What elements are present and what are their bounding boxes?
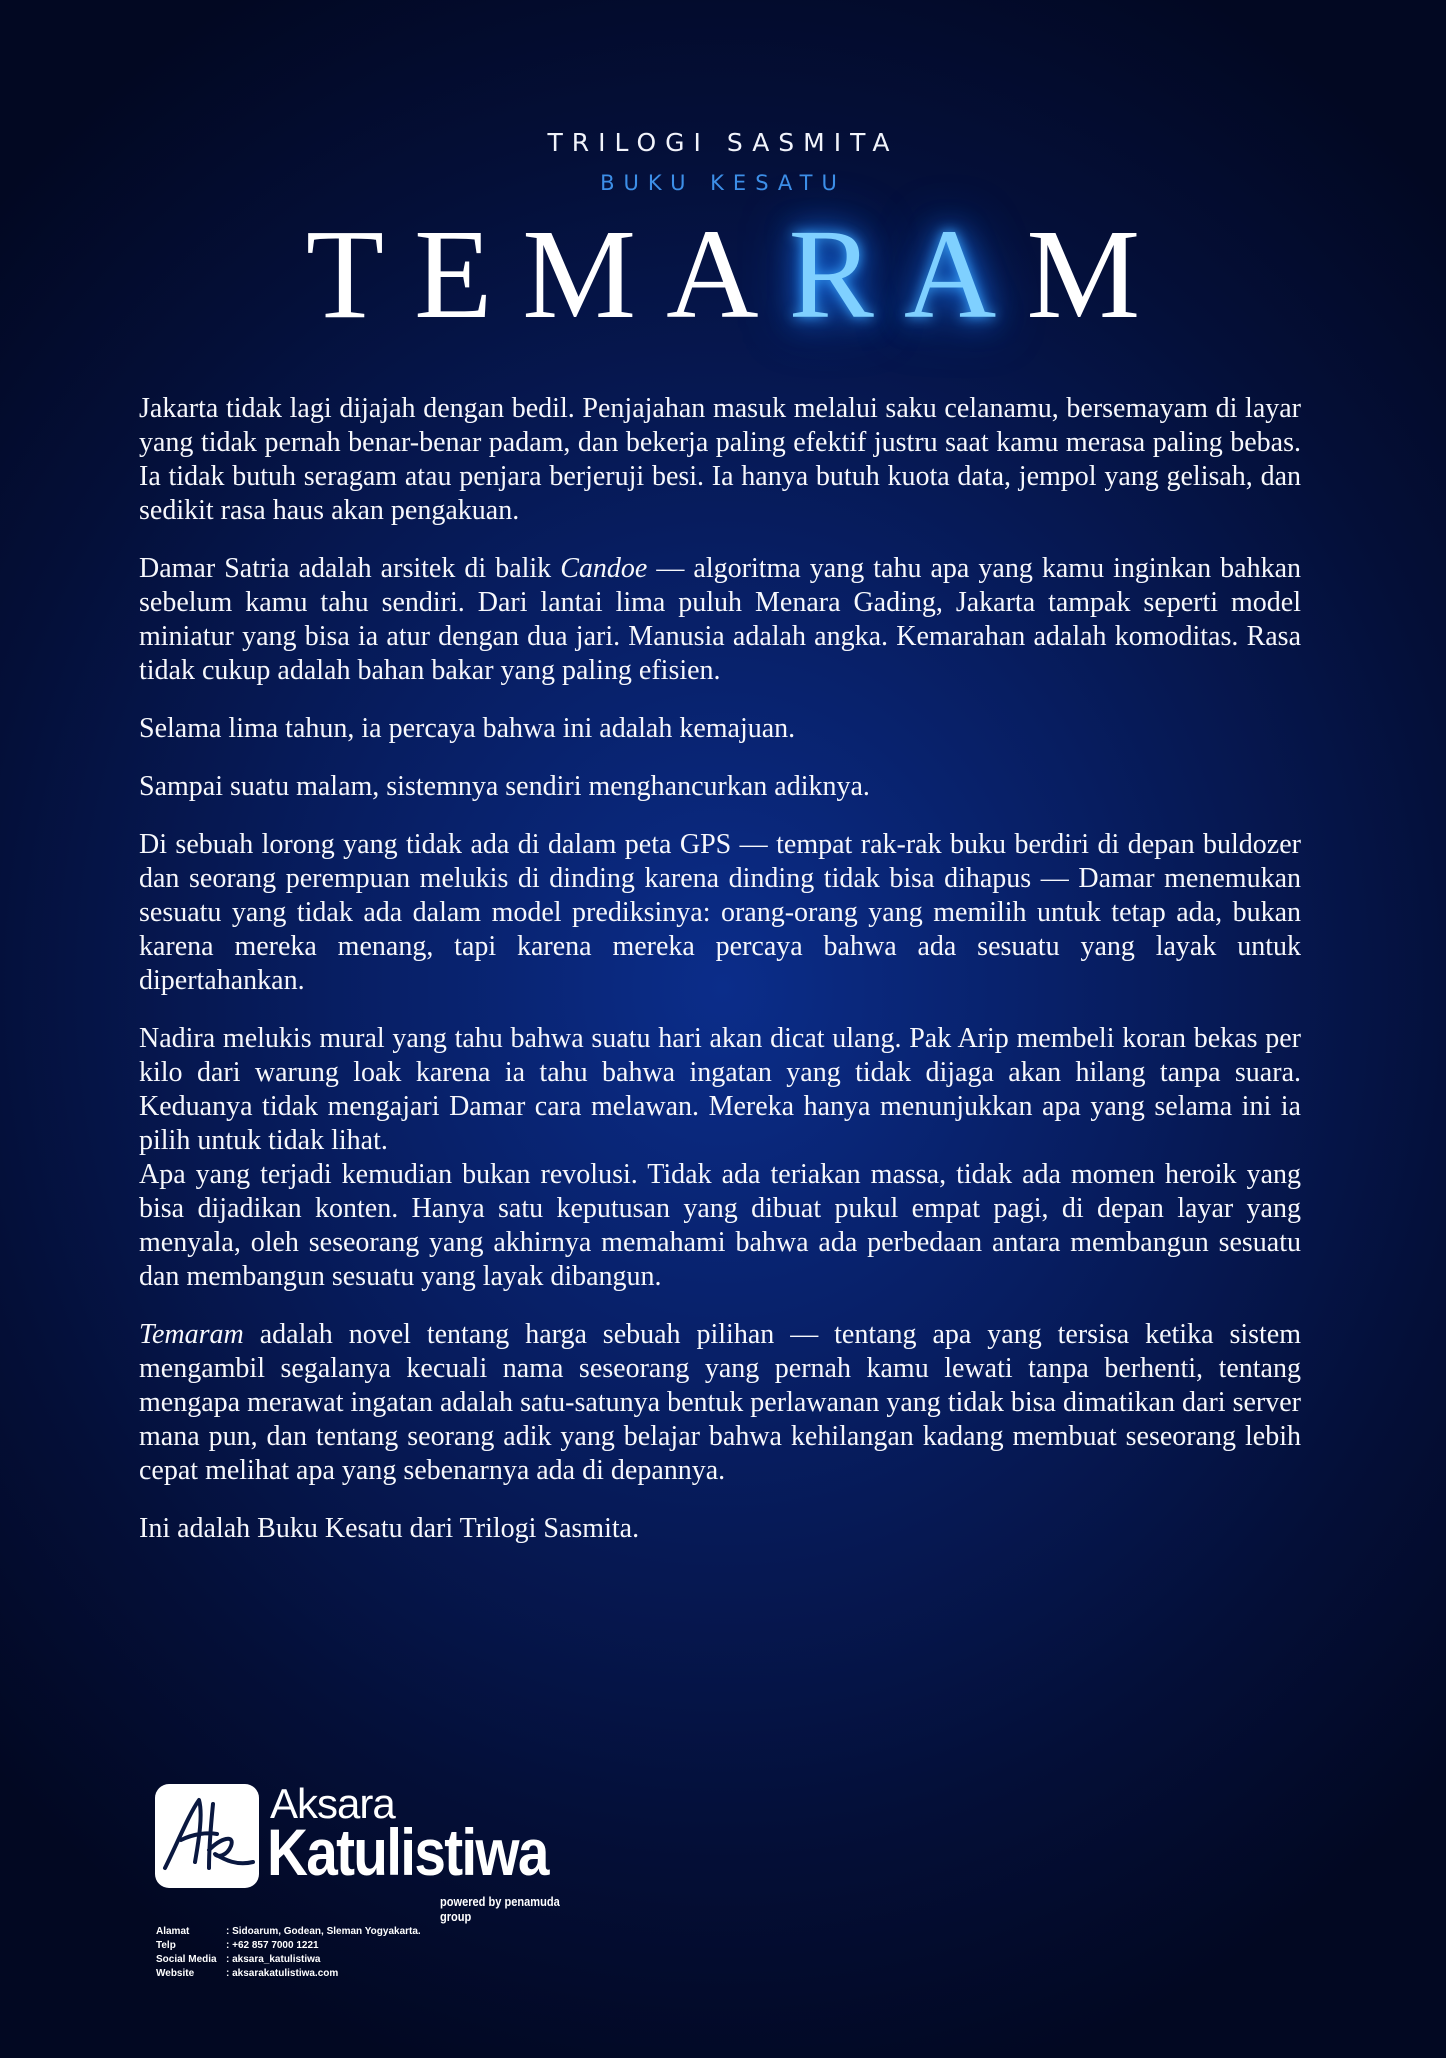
- novel-name: Temaram: [139, 1319, 244, 1350]
- title-glow-letters: RA: [788, 203, 1027, 345]
- paragraph-2-end: — algoritma yang tahu apa yang kamu inginkan bahkan sebelum kamu tahu sendiri. Dari lantai lima puluh Menara Gading, Jakarta tampak seperti model miniatur yang bisa ia atur dengan dua jari. Manusia adalah angka. Kemarahan adalah komoditas. Rasa tidak cukup adalah bahan bakar yang paling efisien.: [139, 553, 1302, 686]
- paragraph-3: Selama lima tahun, ia percaya bahwa ini adalah kemajuan.: [139, 713, 796, 744]
- contact-value: : aksara_katulistiwa: [226, 1954, 321, 1965]
- paragraph-2-start: Damar Satria adalah arsitek di balik: [139, 553, 561, 584]
- app-name: Candoe: [560, 553, 648, 584]
- publisher-logo: [155, 1780, 615, 1924]
- paragraph-5: Di sebuah lorong yang tidak ada di dalam peta GPS — tempat rak-rak buku berdiri di depan buldozer dan seorang perempuan melukis di dinding karena dinding tidak bisa dihapus — Damar menemukan sesuatu yang tidak ada dalam model prediksinya: orang-orang yang memilih untuk tetap ada, bukan karena mereka menang, tapi karena mereka percaya bahwa ada sesuatu yang layak untuk dipertahankan.: [139, 829, 1301, 996]
- contact-row: [156, 1925, 421, 1939]
- paragraph-7: Apa yang terjadi kemudian bukan revolusi. Tidak ada teriakan massa, tidak ada momen heroik yang bisa dijadikan konten. Hanya satu keputusan yang dibuat pukul empat pagi, di depan layar yang menyala, oleh seseorang yang akhirnya memahami bahwa ada perbedaan antara membangun sesuatu dan membangun sesuatu yang layak dibangun.: [139, 1159, 1301, 1292]
- contact-row: [156, 1939, 421, 1953]
- publisher-contact: [156, 1925, 421, 1981]
- contact-label: Alamat: [156, 1926, 190, 1937]
- title-part-2: M: [1026, 203, 1171, 345]
- publisher-name-top: Aksara: [270, 1780, 395, 1827]
- contact-row: [156, 1967, 421, 1981]
- publisher-tagline: powered by penamuda group: [440, 1894, 560, 1924]
- paragraph-9: Ini adalah Buku Kesatu dari Trilogi Sasmita.: [139, 1513, 640, 1544]
- contact-label: Telp: [156, 1940, 176, 1951]
- series-title: TRILOGI SASMITA: [547, 128, 899, 157]
- paragraph-4: Sampai suatu malam, sistemnya sendiri menghancurkan adiknya.: [139, 771, 870, 802]
- contact-label: Website: [156, 1968, 195, 1979]
- paragraph-1: Jakarta tidak lagi dijajah dengan bedil. Penjajahan masuk melalui saku celanamu, bersemayam di layar yang tidak pernah benar-benar padam, dan bekerja paling efektif justru saat kamu merasa paling bebas. Ia tidak butuh seragam atau penjara berjeruji besi. Ia hanya butuh kuota data, jempol yang gelisah, dan sedikit rasa haus akan pengakuan.: [139, 393, 1301, 526]
- contact-value: : aksarakatulistiwa.com: [226, 1968, 339, 1979]
- paragraph-8: [139, 1318, 1301, 1488]
- contact-row: [156, 1953, 421, 1967]
- synopsis: [139, 392, 1301, 1570]
- contact-value: : Sidoarum, Godean, Sleman Yogyakarta.: [226, 1926, 421, 1937]
- book-title: [0, 199, 1446, 349]
- signature-logo-icon: [155, 1784, 259, 1888]
- paragraph-8-text: adalah novel tentang harga sebuah pilihan — tentang apa yang tersisa ketika sistem mengambil segalanya kecuali nama seseorang yang pernah kamu lewati tanpa berhenti, tentang mengapa merawat ingatan adalah satu-satunya bentuk perlawanan yang tidak bisa dimatikan dari server mana pun, dan tentang seorang adik yang belajar bahwa kehilangan kadang membuat seseorang lebih cepat melihat apa yang sebenarnya ada di depannya.: [139, 1319, 1301, 1486]
- paragraph-6: Nadira melukis mural yang tahu bahwa suatu hari akan dicat ulang. Pak Arip membeli koran bekas per kilo dari warung loak karena ia tahu bahwa ingatan yang tidak dijaga akan hilang tanpa suara. Keduanya tidak mengajari Damar cara melawan. Mereka hanya menunjukkan apa yang selama ini ia pilih untuk tidak lihat.: [139, 1023, 1301, 1156]
- paragraph-2: [139, 552, 1301, 688]
- contact-label: Social Media: [156, 1954, 217, 1965]
- cover-header: [0, 128, 1446, 349]
- book-number: BUKU KESATU: [600, 171, 846, 195]
- contact-value: : +62 857 7000 1221: [226, 1940, 319, 1951]
- title-part-1: TEMA: [305, 203, 789, 345]
- publisher-name-main: Katulistiwa: [267, 1815, 548, 1889]
